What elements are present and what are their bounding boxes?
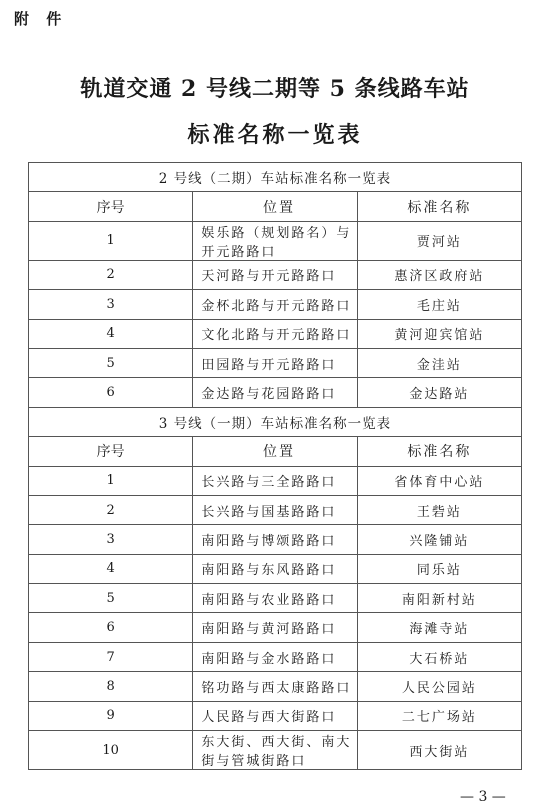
row-station-name: 海滩寺站 xyxy=(357,613,521,642)
column-header-location: 位置 xyxy=(193,437,357,466)
column-header-number: 序号 xyxy=(29,192,193,221)
row-location: 铭功路与西太康路路口 xyxy=(193,672,357,701)
row-number: 6 xyxy=(29,613,193,642)
row-number: 4 xyxy=(29,554,193,583)
row-station-name: 人民公园站 xyxy=(357,672,521,701)
row-number: 8 xyxy=(29,672,193,701)
row-location: 金达路与花园路路口 xyxy=(193,378,357,407)
table-row xyxy=(29,260,522,289)
row-station-name: 大石桥站 xyxy=(357,642,521,671)
row-station-name: 西大街站 xyxy=(357,731,521,770)
table-row xyxy=(29,290,522,319)
station-names-table xyxy=(28,162,522,770)
column-header-station-name: 标准名称 xyxy=(357,437,521,466)
section-heading-row xyxy=(29,163,522,192)
table-row xyxy=(29,731,522,770)
row-number: 3 xyxy=(29,290,193,319)
row-location: 人民路与西大街路口 xyxy=(193,701,357,730)
row-station-name: 兴隆铺站 xyxy=(357,525,521,554)
column-header-number: 序号 xyxy=(29,437,193,466)
table-row xyxy=(29,319,522,348)
document-title-line-2: 标准名称一览表 xyxy=(187,122,363,148)
table-row xyxy=(29,584,522,613)
section-heading-row xyxy=(29,407,522,436)
table-row xyxy=(29,701,522,730)
row-number: 10 xyxy=(29,731,193,770)
row-station-name: 黄河迎宾馆站 xyxy=(357,319,521,348)
table-row xyxy=(29,495,522,524)
column-header-row xyxy=(29,437,522,466)
row-number: 7 xyxy=(29,642,193,671)
section-heading: 3 号线（一期）车站标准名称一览表 xyxy=(29,407,522,436)
row-location: 南阳路与博颂路路口 xyxy=(193,525,357,554)
row-location: 田园路与开元路路口 xyxy=(193,348,357,377)
column-header-location: 位置 xyxy=(193,192,357,221)
row-station-name: 南阳新村站 xyxy=(357,584,521,613)
row-location: 南阳路与金水路路口 xyxy=(193,642,357,671)
row-location: 东大街、西大街、南大街与管城街路口 xyxy=(193,731,357,770)
section-heading: 2 号线（二期）车站标准名称一览表 xyxy=(29,163,522,192)
row-number: 1 xyxy=(29,466,193,495)
row-number: 4 xyxy=(29,319,193,348)
column-header-row xyxy=(29,192,522,221)
row-location: 长兴路与国基路路口 xyxy=(193,495,357,524)
table-row xyxy=(29,672,522,701)
row-station-name: 毛庄站 xyxy=(357,290,521,319)
row-number: 1 xyxy=(29,221,193,260)
row-location: 南阳路与农业路路口 xyxy=(193,584,357,613)
row-number: 2 xyxy=(29,260,193,289)
row-station-name: 金洼站 xyxy=(357,348,521,377)
row-station-name: 惠济区政府站 xyxy=(357,260,521,289)
document-title-line-1: 轨道交通 2 号线二期等 5 条线路车站 xyxy=(80,76,470,102)
row-station-name: 二七广场站 xyxy=(357,701,521,730)
table-row xyxy=(29,221,522,260)
table-row xyxy=(29,554,522,583)
row-number: 3 xyxy=(29,525,193,554)
row-number: 6 xyxy=(29,378,193,407)
row-location: 金杯北路与开元路路口 xyxy=(193,290,357,319)
row-location: 文化北路与开元路路口 xyxy=(193,319,357,348)
table-row xyxy=(29,348,522,377)
row-location: 南阳路与黄河路路口 xyxy=(193,613,357,642)
row-station-name: 省体育中心站 xyxy=(357,466,521,495)
row-station-name: 同乐站 xyxy=(357,554,521,583)
row-station-name: 金达路站 xyxy=(357,378,521,407)
attachment-label: 附 件 xyxy=(14,10,68,28)
table-row xyxy=(29,525,522,554)
row-location: 长兴路与三全路路口 xyxy=(193,466,357,495)
row-number: 2 xyxy=(29,495,193,524)
row-location: 娱乐路（规划路名）与开元路路口 xyxy=(193,221,357,260)
row-location: 南阳路与东风路路口 xyxy=(193,554,357,583)
row-station-name: 贾河站 xyxy=(357,221,521,260)
table-row xyxy=(29,466,522,495)
table-row xyxy=(29,642,522,671)
row-station-name: 王砦站 xyxy=(357,495,521,524)
row-number: 9 xyxy=(29,701,193,730)
row-number: 5 xyxy=(29,584,193,613)
page-number: — 3 — xyxy=(460,789,506,805)
table-row xyxy=(29,613,522,642)
row-location: 天河路与开元路路口 xyxy=(193,260,357,289)
column-header-station-name: 标准名称 xyxy=(357,192,521,221)
table-row xyxy=(29,378,522,407)
row-number: 5 xyxy=(29,348,193,377)
